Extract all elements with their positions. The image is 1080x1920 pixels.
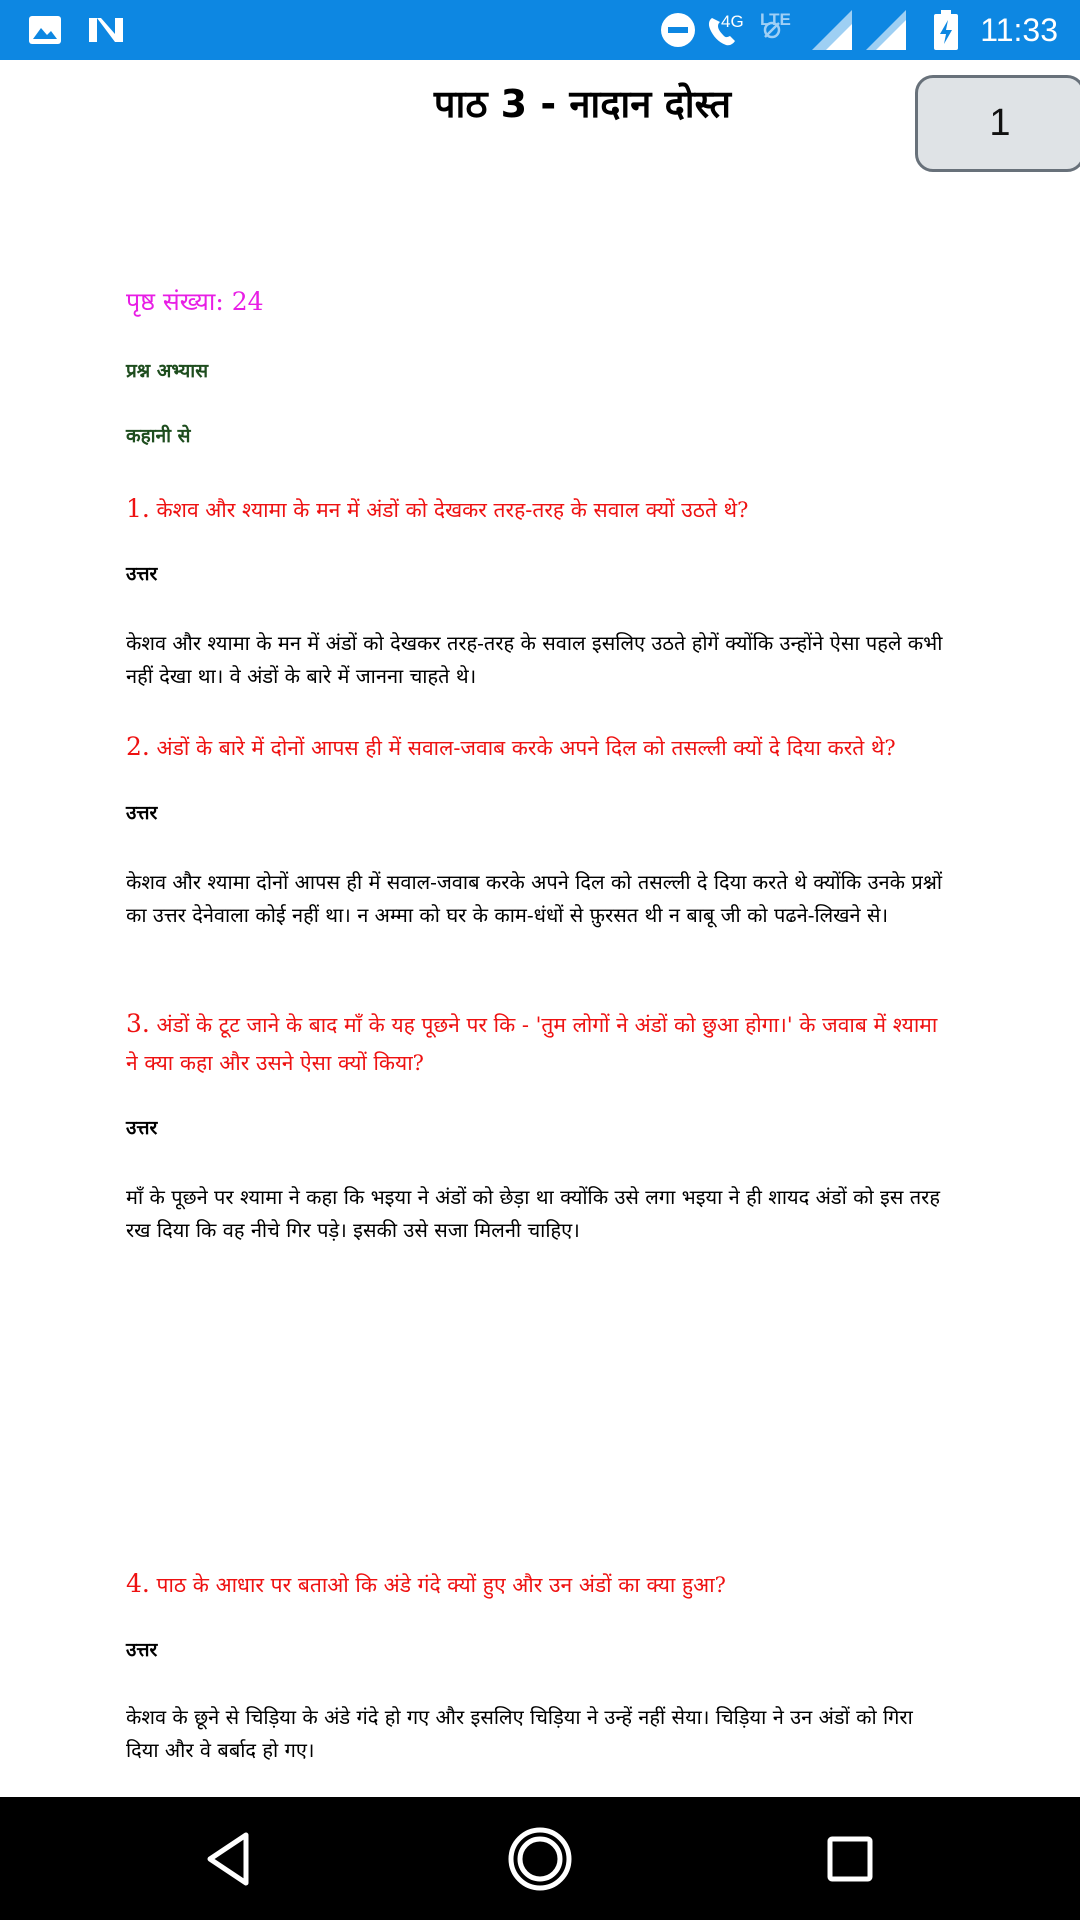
answer-4: केशव के छूने से चिड़िया के अंडे गंदे हो गए और इसलिए चिड़िया ने उन्हें नहीं सेया। चिड़िया ने उन अंडों को गिरा दिया और वे बर्बाद हो गए। [126,1705,913,1762]
question-number: 4. [126,1569,150,1598]
status-bar [0,0,1080,60]
question-number: 2. [126,732,150,761]
question-text: अंडों के बारे में दोनों आपस ही में सवाल-जवाब करके अपने दिल को तसल्ली क्यों दे दिया करते थे? [156,736,896,760]
lte-label: LTE [760,10,791,29]
gallery-icon [28,0,62,60]
answer-label: उत्तर [126,802,158,824]
battery-charging-icon [932,0,960,60]
n-app-icon [87,0,125,60]
question-text: केशव और श्यामा के मन में अंडों को देखकर तरह-तरह के सवाल क्यों उठते थे? [156,498,749,522]
document-viewer[interactable] [0,60,1080,1797]
page-title: पाठ 3 - नादान दोस्त [433,82,732,126]
answer-label: उत्तर [126,1639,158,1661]
section-subheading: कहानी से [126,425,191,447]
home-icon[interactable] [500,1819,580,1899]
back-icon[interactable] [190,1819,270,1899]
question-number: 3. [126,1009,150,1038]
answer-3: माँ के पूछने पर श्यामा ने कहा कि भइया ने अंडों को छेड़ा था क्योंकि उसे लगा भइया ने ही शायद अंडों को इस तरह रख दिया कि वह नीचे गिर पड़े। इसकी उसे सजा मिलनी चाहिए। [126,1185,940,1242]
navigation-bar [0,1797,1080,1920]
question-text: अंडों के टूट जाने के बाद माँ के यह पूछने पर कि - 'तुम लोगों ने अंडों को छुआ होगा।' के जवाब में श्यामा ने क्या कहा और उसने ऐसा क्यों किया? [126,1013,938,1075]
question-number: 1. [126,494,150,523]
signal-icon [812,0,852,60]
clock: 11:33 [980,11,1058,48]
signal-icon-2 [866,0,906,60]
answer-1: केशव और श्यामा के मन में अंडों को देखकर तरह-तरह के सवाल इसलिए उठते होगें क्योंकि उन्होंने ऐसा पहले कभी नहीं देखा था। वे अंडों के बारे में जानना चाहते थे। [126,631,943,688]
answer-2: केशव और श्यामा दोनों आपस ही में सवाल-जवाब करके अपने दिल को तसल्ली दे दिया करते थे क्योंकि उनके प्रश्नों का उत्तर देनेवाला कोई नहीं था। न अम्मा को घर के काम-धंधों से फ़ुरसत थी न बाबू जी को पढने-लिखने से। [126,870,943,927]
question-3 [126,1005,946,1082]
answer-label: उत्तर [126,1117,158,1139]
network-type-label: 4G [721,12,744,31]
question-text: पाठ के आधार पर बताओ कि अंडे गंदे क्यों हुए और उन अंडों का क्या हुआ? [156,1573,726,1597]
page-number-text: पृष्ठ संख्या: 24 [126,287,264,316]
do-not-disturb-icon [660,0,696,60]
question-4 [126,1565,946,1604]
page-number-badge[interactable]: 1 [915,75,1080,172]
question-2 [126,728,946,767]
answer-label: उत्तर [126,563,158,585]
question-1 [126,490,946,529]
section-heading: प्रश्न अभ्यास [126,360,209,382]
recents-icon[interactable] [810,1819,890,1899]
no-data-icon [760,0,784,60]
